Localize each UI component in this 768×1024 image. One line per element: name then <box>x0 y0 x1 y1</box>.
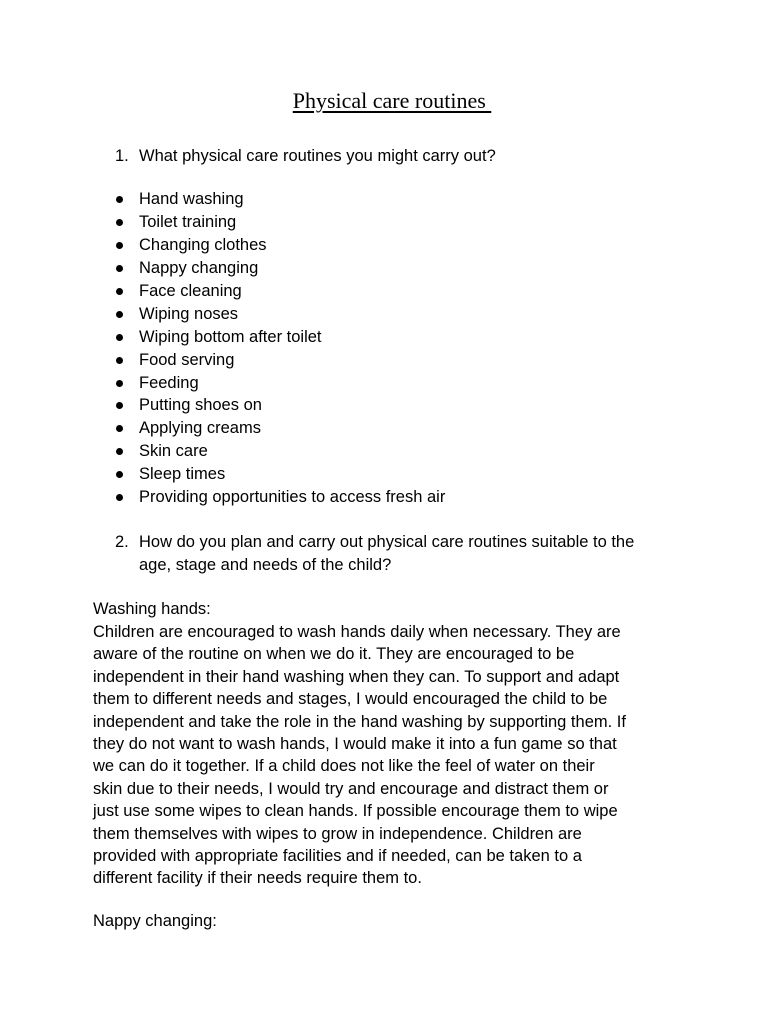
list-item-label: Face cleaning <box>139 281 242 300</box>
list-item <box>115 257 445 280</box>
paragraph-line: independent in their hand washing when they can. To support and adapt <box>93 667 620 686</box>
bullet-icon <box>116 380 123 387</box>
paragraph-line: just use some wipes to clean hands. If possible encourage them to wipe <box>93 802 618 821</box>
paragraph-line: Children are encouraged to wash hands daily when necessary. They are <box>93 623 621 641</box>
page-title: Physical care routines <box>292 88 492 113</box>
list-item-label: Providing opportunities to access fresh air <box>139 488 446 507</box>
paragraph-line: provided with appropriate facilities and if needed, can be taken to a <box>93 847 582 866</box>
question-1 <box>115 145 695 168</box>
paragraph-line: we can do it together. If a child does not like the feel of water on their <box>93 757 595 776</box>
paragraph-line: them themselves with wipes to grow in independence. Children are <box>93 824 582 843</box>
list-item <box>115 372 445 395</box>
bullet-icon <box>116 448 123 455</box>
list-item-label: Skin care <box>139 442 208 461</box>
paragraph-line: skin due to their needs, I would try and encourage and distract them or <box>93 779 609 798</box>
question-2-number: 2. <box>115 533 129 551</box>
bullet-icon <box>116 219 123 226</box>
routines-list <box>115 188 445 509</box>
list-item <box>115 417 445 440</box>
list-item <box>115 326 445 349</box>
question-2-line-1: How do you plan and carry out physical care routines suitable to the <box>139 533 635 551</box>
question-2-line-2: age, stage and needs of the child? <box>139 555 392 574</box>
bullet-icon <box>116 311 123 318</box>
paragraph-line: aware of the routine on when we do it. They are encouraged to be <box>93 645 575 664</box>
washing-hands-heading: Washing hands: <box>93 600 211 618</box>
bullet-icon <box>116 357 123 364</box>
paragraph-line: they do not want to wash hands, I would make it into a fun game so that <box>93 735 617 754</box>
bullet-icon <box>116 494 123 501</box>
list-item <box>115 394 445 417</box>
washing-hands-paragraph <box>93 621 693 890</box>
list-item-label: Feeding <box>139 373 199 392</box>
paragraph-line: them to different needs and stages, I would encouraged the child to be <box>93 690 608 709</box>
list-item <box>115 349 445 372</box>
bullet-icon <box>116 265 123 272</box>
list-item <box>115 211 445 234</box>
list-item-label: Hand washing <box>139 190 244 208</box>
list-item-label: Wiping noses <box>139 304 239 323</box>
paragraph-line: independent and take the role in the hand washing by supporting them. If <box>93 712 626 731</box>
list-item <box>115 463 445 486</box>
bullet-icon <box>116 425 123 432</box>
paragraph-line: different facility if their needs require them to. <box>93 869 422 888</box>
bullet-icon <box>116 196 123 203</box>
list-item <box>115 280 445 303</box>
list-item-label: Applying creams <box>139 419 261 438</box>
list-item <box>115 303 445 326</box>
list-item <box>115 234 445 257</box>
list-item <box>115 486 445 509</box>
list-item-label: Sleep times <box>139 465 226 484</box>
bullet-icon <box>116 288 123 295</box>
list-item <box>115 188 445 211</box>
list-item-label: Putting shoes on <box>139 396 262 415</box>
bullet-icon <box>116 402 123 409</box>
question-1-text: What physical care routines you might carry out? <box>139 147 496 165</box>
bullet-icon <box>116 471 123 478</box>
list-item-label: Nappy changing <box>139 258 259 277</box>
list-item-label: Wiping bottom after toilet <box>139 327 322 346</box>
list-item-label: Changing clothes <box>139 235 267 254</box>
question-2 <box>115 531 695 576</box>
bullet-icon <box>116 334 123 341</box>
list-item <box>115 440 445 463</box>
nappy-changing-heading: Nappy changing: <box>93 912 217 930</box>
list-item-label: Food serving <box>139 350 235 369</box>
question-1-number: 1. <box>115 147 129 165</box>
list-item-label: Toilet training <box>139 212 237 231</box>
bullet-icon <box>116 242 123 249</box>
